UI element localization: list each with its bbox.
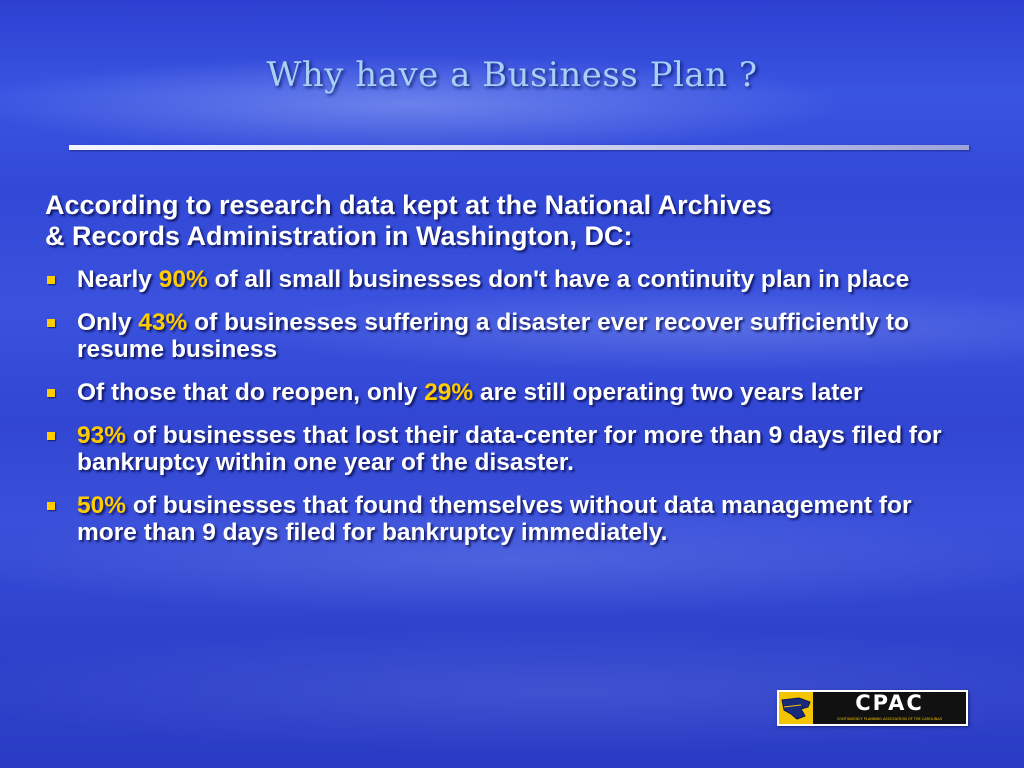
logo-tagline: CONTINGENCY PLANNING ASSOCIATION OF THE CAROLINAS	[836, 717, 943, 721]
intro-line: & Records Administration in Washington, DC:	[45, 221, 633, 251]
square-bullet-icon	[47, 389, 55, 397]
intro-text	[45, 190, 945, 252]
square-bullet-icon	[47, 432, 55, 440]
bullet-text-pre: Only	[77, 309, 139, 336]
square-bullet-icon	[47, 502, 55, 510]
bullet-text-post: of all small businesses don't have a continuity plan in place	[207, 266, 910, 293]
title-divider	[69, 145, 969, 150]
bullet-text-post: of businesses that lost their data-center for more than 9 days filed for bankruptcy within one year of the disaster.	[77, 422, 942, 476]
bullet-list	[45, 266, 945, 562]
bullet-text-pre: Nearly	[77, 266, 159, 293]
bullet-text-post: of businesses that found themselves without data management for more than 9 days filed for bankruptcy immediately.	[77, 492, 912, 546]
bullet-percentage: 43%	[138, 309, 188, 336]
bullet-item	[45, 492, 945, 546]
intro-line: According to research data kept at the National Archives	[45, 190, 772, 220]
bullet-percentage: 93%	[77, 422, 127, 449]
slide-title: Why have a Business Plan ?	[266, 55, 758, 95]
square-bullet-icon	[47, 276, 55, 284]
carolinas-map-icon	[779, 692, 813, 724]
bullet-item	[45, 309, 945, 363]
bullet-item	[45, 266, 945, 293]
bullet-text-post: are still operating two years later	[473, 379, 863, 406]
logo-wordmark: CPAC	[855, 691, 924, 715]
bullet-percentage: 29%	[424, 379, 474, 406]
bullet-item	[45, 379, 945, 406]
cpac-logo	[777, 690, 968, 726]
bullet-item	[45, 422, 945, 476]
square-bullet-icon	[47, 319, 55, 327]
bullet-text-pre: Of those that do reopen, only	[77, 379, 425, 406]
bullet-text-post: of businesses suffering a disaster ever recover sufficiently to resume business	[77, 309, 909, 363]
bullet-percentage: 90%	[158, 266, 208, 293]
bullet-percentage: 50%	[77, 492, 127, 519]
